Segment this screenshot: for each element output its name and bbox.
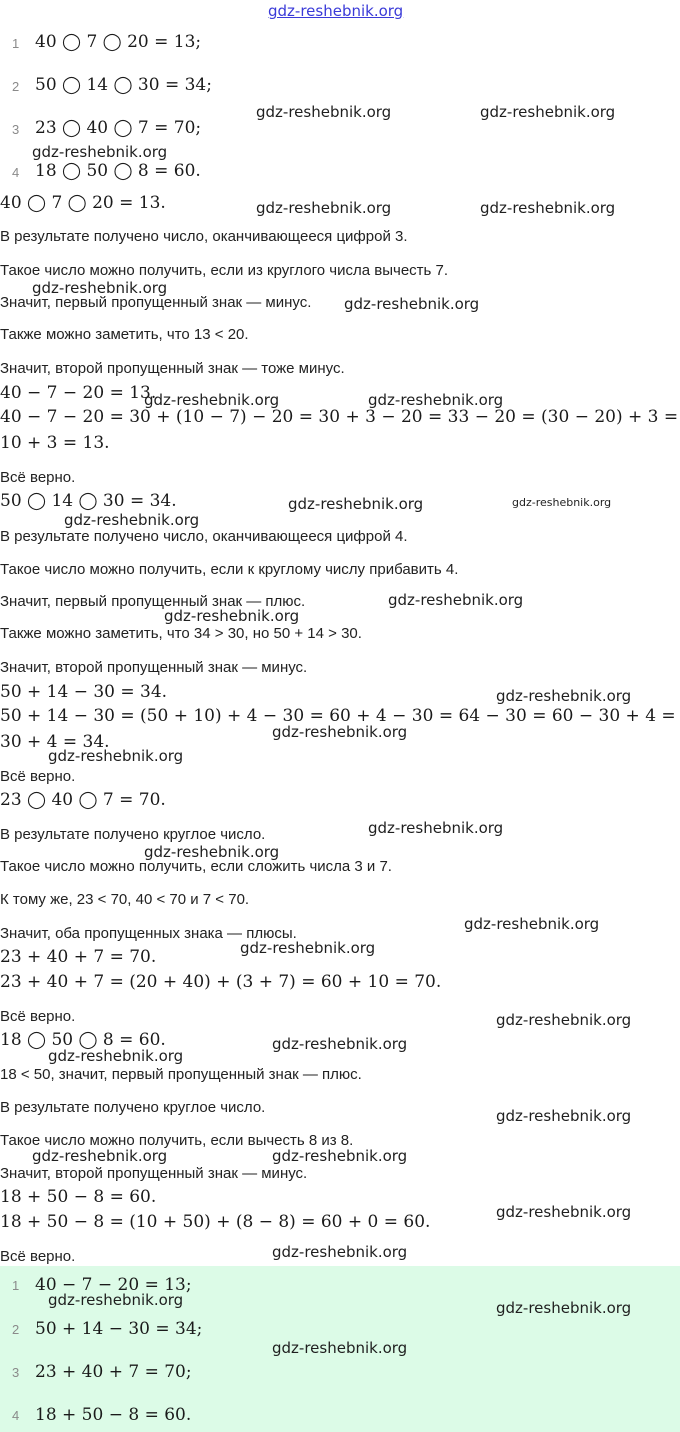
part4-verdict: Всё верно. [0,1248,76,1265]
answer-expression: 50 + 14 − 30 = 34; [35,1319,203,1339]
task-expression: 18 ◯ 50 ◯ 8 = 60. [35,161,201,181]
part4-step: В результате получено круглое число. [0,1099,266,1116]
answer-expression: 23 + 40 + 7 = 70; [35,1362,192,1382]
watermark-text: gdz-reshebnik.org [368,391,504,409]
watermark-text: gdz-reshebnik.org [368,819,504,837]
watermark-text: gdz-reshebnik.org [64,511,200,529]
watermark-text: gdz-reshebnik.org [272,1147,408,1165]
part1-equation: 10 + 3 = 13. [0,433,110,453]
part3-equation: 23 + 40 + 7 = (20 + 40) + (3 + 7) = 60 + 10 = 70. [0,972,442,992]
watermark-text: gdz-reshebnik.org [496,1011,632,1029]
watermark-text: gdz-reshebnik.org [512,496,612,509]
watermark-text: gdz-reshebnik.org [256,199,392,217]
answer-expression: 18 + 50 − 8 = 60. [35,1405,192,1425]
watermark-text: gdz-reshebnik.org [272,723,408,741]
part3-equation: 23 + 40 + 7 = 70. [0,947,157,967]
site-watermark-link[interactable]: gdz-reshebnik.org [268,2,404,20]
part4-task: 18 ◯ 50 ◯ 8 = 60. [0,1030,166,1050]
answer-number: 1 [12,1278,20,1293]
watermark-text: gdz-reshebnik.org [480,103,616,121]
part3-verdict: Всё верно. [0,1008,76,1025]
part4-step: 18 < 50, значит, первый пропущенный знак — плюс. [0,1066,362,1083]
part2-equation: 30 + 4 = 34. [0,732,110,752]
part1-step: Такое число можно получить, если из круглого числа вычесть 7. [0,262,449,279]
part3-step: Значит, оба пропущенных знака — плюсы. [0,925,297,942]
task-expression: 50 ◯ 14 ◯ 30 = 34; [35,75,212,95]
watermark-text: gdz-reshebnik.org [48,1047,184,1065]
watermark-text: gdz-reshebnik.org [144,391,280,409]
part2-step: В результате получено число, оканчивающееся цифрой 4. [0,528,408,545]
watermark-text: gdz-reshebnik.org [496,687,632,705]
task-number: 2 [12,79,20,94]
part3-task: 23 ◯ 40 ◯ 7 = 70. [0,790,166,810]
answer-expression: 40 − 7 − 20 = 13; [35,1275,192,1295]
part2-step: Такое число можно получить, если к круглому числу прибавить 4. [0,561,459,578]
watermark-text: gdz-reshebnik.org [272,1243,408,1261]
watermark-text: gdz-reshebnik.org [464,915,600,933]
watermark-text: gdz-reshebnik.org [496,1107,632,1125]
part2-step: Значит, первый пропущенный знак — плюс. [0,593,306,610]
part1-step: Значит, второй пропущенный знак — тоже минус. [0,360,345,377]
watermark-text: gdz-reshebnik.org [272,1035,408,1053]
part2-verdict: Всё верно. [0,768,76,785]
watermark-text: gdz-reshebnik.org [496,1299,632,1317]
watermark-text: gdz-reshebnik.org [480,199,616,217]
part1-equation: 40 − 7 − 20 = 30 + (10 − 7) − 20 = 30 + 3 − 20 = 33 − 20 = (30 − 20) + 3 = [0,407,679,427]
watermark-text: gdz-reshebnik.org [388,591,524,609]
part1-equation: 40 − 7 − 20 = 13. [0,383,157,403]
watermark-text: gdz-reshebnik.org [164,607,300,625]
watermark-text: gdz-reshebnik.org [256,103,392,121]
part2-step: Также можно заметить, что 34 > 30, но 50 + 14 > 30. [0,625,362,642]
part2-step: Значит, второй пропущенный знак — минус. [0,659,308,676]
part1-step: В результате получено число, оканчивающееся цифрой 3. [0,228,408,245]
part4-equation: 18 + 50 − 8 = 60. [0,1187,157,1207]
answer-number: 3 [12,1365,20,1380]
part1-step: Также можно заметить, что 13 < 20. [0,326,249,343]
part3-step: К тому же, 23 < 70, 40 < 70 и 7 < 70. [0,891,250,908]
watermark-text: gdz-reshebnik.org [240,939,376,957]
watermark-text: gdz-reshebnik.org [32,143,168,161]
part1-task: 40 ◯ 7 ◯ 20 = 13. [0,193,166,213]
watermark-text: gdz-reshebnik.org [272,1339,408,1357]
part2-task: 50 ◯ 14 ◯ 30 = 34. [0,491,177,511]
watermark-text: gdz-reshebnik.org [144,843,280,861]
watermark-text: gdz-reshebnik.org [48,1291,184,1309]
answer-number: 2 [12,1322,20,1337]
watermark-text: gdz-reshebnik.org [32,279,168,297]
watermark-text: gdz-reshebnik.org [344,295,480,313]
part2-equation: 50 + 14 − 30 = (50 + 10) + 4 − 30 = 60 + 4 − 30 = 64 − 30 = 60 − 30 + 4 = [0,706,676,726]
part2-equation: 50 + 14 − 30 = 34. [0,682,168,702]
part1-step: Значит, первый пропущенный знак — минус. [0,294,312,311]
task-number: 4 [12,165,20,180]
task-expression: 23 ◯ 40 ◯ 7 = 70; [35,118,202,138]
part4-step: Значит, второй пропущенный знак — минус. [0,1165,308,1182]
part1-verdict: Всё верно. [0,469,76,486]
task-expression: 40 ◯ 7 ◯ 20 = 13; [35,32,202,52]
part4-step: Такое число можно получить, если вычесть 8 из 8. [0,1132,354,1149]
answer-number: 4 [12,1408,20,1423]
part3-step: Такое число можно получить, если сложить числа 3 и 7. [0,858,392,875]
part3-step: В результате получено круглое число. [0,826,266,843]
watermark-text: gdz-reshebnik.org [496,1203,632,1221]
watermark-text: gdz-reshebnik.org [48,747,184,765]
task-number: 3 [12,122,20,137]
part4-equation: 18 + 50 − 8 = (10 + 50) + (8 − 8) = 60 + 0 = 60. [0,1212,431,1232]
watermark-text: gdz-reshebnik.org [32,1147,168,1165]
watermark-text: gdz-reshebnik.org [288,495,424,513]
task-number: 1 [12,36,20,51]
